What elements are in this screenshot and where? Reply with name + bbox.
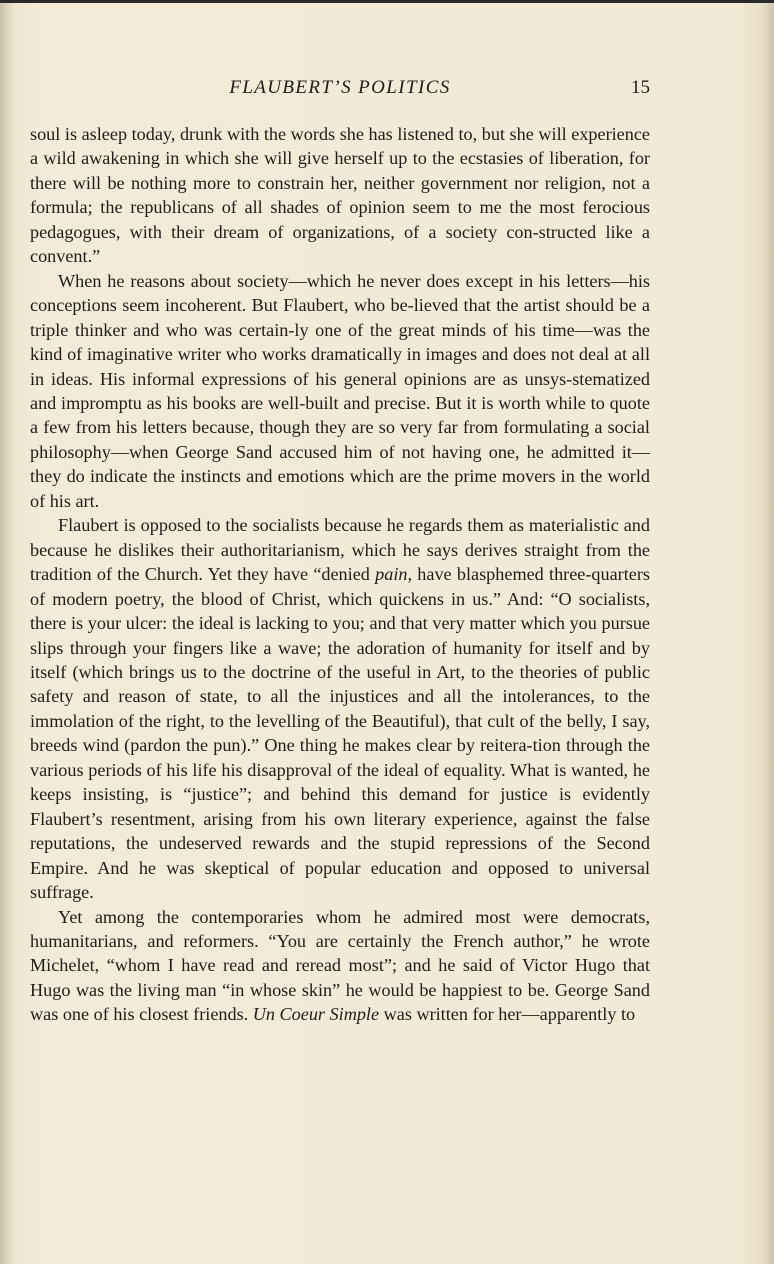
text-run: Flaubert is opposed to the socialists because he regards them as materialistic and because he dislikes their authoritarianism, which he says derives straight from the tradition of the Church. Yet they have “denied — [30, 515, 650, 585]
text-run: have blasphemed three-quarters of modern poetry, the blood of Christ, which quickens in us.” And: “O socialists, there is your ulcer: the ideal is lacking to you; and that very matter which you pursue slips through your fingers like a wave; the adoration of humanity for itself and by itself (which brings us to the doctrine of the useful in Art, to the theories of public safety and reason of state, to all the injustices and all the intolerances, to the immolation of the right, to the levelling of the Beautiful), that cult of the belly, I say, breeds wind (pardon the pun).” One thing he makes clear by reitera-tion through the various periods of his life his disapproval of the ideal of equality. What is wanted, he keeps insisting, is “justice”; and behind this demand for justice is evidently Flaubert’s resentment, arising from his own literary experience, against the false reputations, the undeserved rewards and the stupid repressions of the Second Empire. And he was skeptical of popular education and opposed to universal suffrage. — [30, 564, 650, 903]
book-title-italic: Un Coeur Simple — [252, 1004, 380, 1025]
text-run: was written for her—apparently to — [379, 1004, 636, 1025]
running-title: FLAUBERT’S POLITICS — [229, 77, 451, 98]
body-text — [30, 122, 650, 1027]
text-run: Yet among the contemporaries whom he admired most were democrats, humanitarians, and reformers. “You are certainly the French author,” he wrote Michelet, “whom I have read and reread most”; and he said of Victor Hugo that Hugo was the living man “in whose skin” he would be happiest to be. George Sand was one of his closest friends. — [30, 906, 650, 1025]
paragraph-4 — [30, 905, 650, 1027]
page-header — [30, 77, 650, 103]
paragraph-2: When he reasons about society—which he never does except in his letters—his conceptions seem incoherent. But Flaubert, who be-lieved that the artist should be a triple thinker and who was certain-ly one of the great minds of his time—was the kind of imaginative writer who works dramatically in images and does not deal at all in ideas. His informal expressions of his general opinions are as unsys-stematized and impromptu as his books are well-built and precise. But it is worth while to quote a few from his letters because, though they are so very far from formulating a social philosophy—when George Sand accused him of not having one, he admitted it—they do indicate the instincts and emotions which are the prime movers in the world of his art. — [30, 270, 650, 511]
page-number: 15 — [631, 77, 650, 98]
paragraph-1: soul is asleep today, drunk with the words she has listened to, but she will experience a wild awakening in which she will give herself up to the ecstasies of liberation, for there will be nothing more to constrain her, neither government nor religion, not a formula; the republicans of all shades of opinion seem to me the most ferocious pedagogues, with their dream of organizations, of a society con-structed like a convent.” — [30, 124, 650, 267]
paragraph-3 — [30, 513, 650, 904]
italic-word: pain, — [375, 564, 413, 585]
